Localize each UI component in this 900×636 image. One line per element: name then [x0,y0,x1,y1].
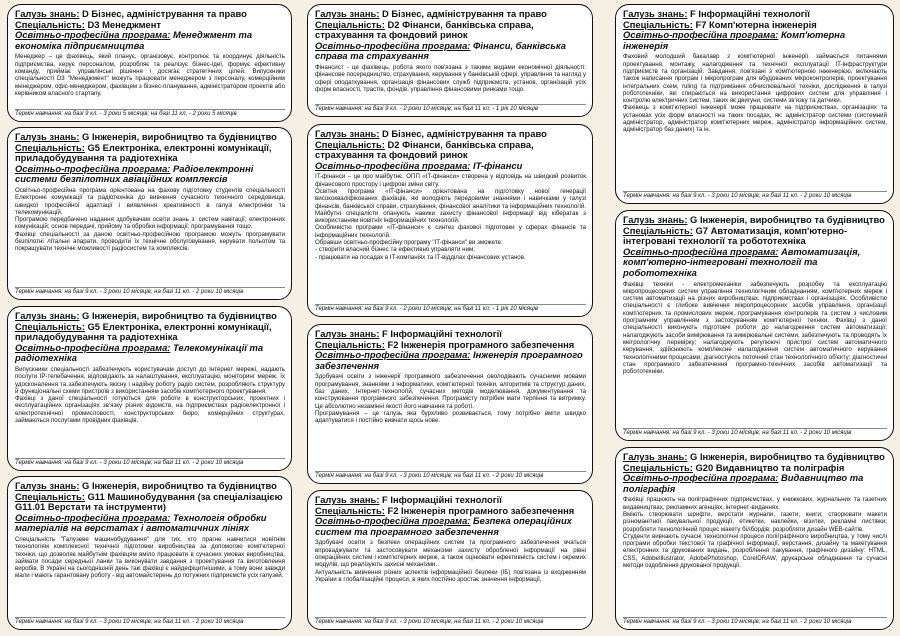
heading-value: Комп'ютерна інженерія [623,29,846,51]
heading-value: Видавництво та поліграфія [623,472,864,494]
heading-label: Спеціальність: [315,338,385,350]
educational-program [15,343,285,364]
specialty [15,143,285,164]
heading-value: D Бізнес, адміністрування та право [379,128,547,139]
card-heading [15,311,285,364]
description-paragraph: IT-фінанси – це про майбутнє. ОПП «IT-фінанси» створена у відповідь на швидкий розвиток фінансового простору і цифрові зміни світу. [315,173,586,188]
heading-label: Спеціальність: [623,224,693,236]
heading-value: D Бізнес, адміністрування та право [379,8,547,19]
educational-program [15,513,285,534]
educational-program [15,30,285,51]
heading-label: Спеціальність: [15,490,85,502]
description-paragraph: Вміють створювати шрифти, верстати журнали, газети, книги; створювати макети різноманітної пакувальної продукції, етикетки, наклейки, візитки, рекламні листівки; розробляти технологічний процес макету білбордів; розробляти дизайн WEB-сайтів. [623,510,887,533]
heading-label: Галузь знань: [623,8,688,19]
heading-label: Освітньо-професійна програма: [315,159,471,171]
card-telecom [7,306,292,471]
description-paragraph: Особливістю програми «IT-фінанси» є синтез фахової підготовки у сферах фінансів та інформаційних технологій. [315,224,586,239]
card-description [623,496,887,615]
card-description [15,53,285,107]
description-paragraph: Освітньо-професійна програма орієнтована на фахову підготовку студентів спеціальності Електронні комунікації та радіотехніка до вивчення сучасного технічного середовища, швидкої професійної адаптації і виявлення креативності в галузі електроніки та телекомунікацій. [15,186,285,216]
study-duration: Термін навчання: на базі 9 кл. - 2 роки 10 місяців; на базі 11 кл. - 1 рік 10 місяців [315,104,586,113]
heading-label: Галузь знань: [315,8,380,19]
study-duration: Термін навчання: на базі 9 кл. - 3 роки 10 місяців; на базі 11 кл. - 2 роки 10 місяців [315,471,586,480]
heading-label: Освітньо-професійна програма: [623,472,779,484]
column-right [600,0,900,636]
description-paragraph: Здобувачі освіти з безпеки операційних систем та програмного забезпечення вчаться впроваджувати та застосовувати механізми захисту обробленої інформації на рівні операційних систем і комп'ютерних мереж, а також оцінювати ефективність систем і окремих модулів, що реалізують захисні механізми. [315,539,586,569]
study-duration: Термін навчання: на базі 9 кл. - 3 роки 10 місяців; на базі 11 кл. - 2 роки 10 місяців [623,428,887,437]
heading-label: Спеціальність: [623,18,693,30]
card-heading [15,9,285,51]
heading-value: G Інженерія, виробництво та будівництво [687,214,885,225]
heading-value: G11 Машинобудування (за спеціалізацією G11.01 Верстати та інструменти) [15,490,283,513]
heading-value: Фінанси, банківська справа та страхування [315,39,566,62]
card-heading [315,495,586,537]
heading-label: Спеціальність: [15,141,85,153]
heading-value: G5 Електроніка, електронні комунікації, приладобудування та радіотехніка [15,320,272,343]
heading-label: Галузь знань: [315,328,380,339]
card-heading [623,9,887,51]
study-duration: Термін навчання: на базі 9 кл. - 3 роки 10 місяців; на базі 11 кл. - 2 роки 10 місяців [15,287,285,296]
heading-label: Спеціальність: [315,18,385,30]
description-paragraph: - працювати на посадах в IT-компаніях та IT-відділах фінансових установ. [315,253,526,261]
heading-label: Освітньо-професійна програма: [15,29,171,41]
description-paragraph: Програмування – це галузь яка бурхливо розвивається, тому потрібно вміти швидко адаптуватися і постійно вивчати щось нове. [315,409,586,425]
heading-label: Спеціальність: [315,504,385,516]
heading-label: Спеціальність: [15,320,85,332]
heading-label: Галузь знань: [315,494,380,505]
educational-program [15,164,285,185]
description-paragraph: Фахівці працюють на поліграфічних підприємствах, у книжкових, журнальних та газетних видавництвах, рекламних агенціях, інтернет-виданнях. [623,496,887,511]
card-machine-building [7,476,292,630]
card-heading [315,329,586,371]
card-heading [15,481,285,534]
educational-program [623,30,887,51]
column-middle [300,0,600,636]
heading-value: Технологія обробки матеріалів на верстатах і автоматичних лініях [15,511,267,534]
heading-value: G Інженерія, виробництво та будівництво [79,131,277,142]
description-paragraph: Обравши освітньо-професійну програму "IT-фінанси" ви зможете: [315,239,503,247]
study-duration: Термін навчання: на базі 9 кл. - 3 роки 10 місяців; на базі 11 кл. - 2 роки 10 місяців [15,617,285,626]
heading-value: Радіоелектронні системи безпілотних авіаційних комплексів [15,162,254,185]
description-paragraph: Актуальність вивчення різних аспектів інформаційної безпеки (ІБ) пов'язана із входженням України в глобалізаційні процеси, в яких постійно зростає значення інформації. [315,568,586,583]
description-paragraph: Фахівець з комп'ютерної інженерії може працювати на підприємствах, організаціях та установах усіх форм власності на таких посадах, як: адміністратор системи (системний адміністратор, адміністратор комп'ютерних мереж, адміністратор інформаційних систем, адміністратор баз даних) та ін. [623,104,887,134]
heading-value: D3 Менеджмент [84,18,162,30]
description-paragraph: Програмою передбачено надання здобувачам освіти знань з: систем навігації; електронних комунікацій; основ передачі, прийому та обробки інформації; програмування тощо. [15,216,285,231]
description-paragraph: Фахівці техніки - електромеханіки забезпечують розробку та експлуатацію мікропроцесорних систем управління технологічним обладнанням, комп'ютерних мереж і систем автоматизації на різних виробництвах, підприємствах і організаціях. Особливістю спеціальності є глибоке вивчення мікропроцесорних засобів управління, організації комп'ютерних та промислових мереж, програмування контролерів та систем з числовим програмним управлінням з застосуванням комп'ютерної техніки. Фахівці з даної спеціальності виконують підготовчі роботи до налагодження систем автоматизації; налагоджують засоби вимірювання та вимірювальні системи, забезпечують та проводять їх метрологічну перевірку; налагоджують регулюючі пристрої систем автоматичного керування; здійснюють комплексне налагодження систем автоматичного керування технологічними процесами; діагностують поточний стан технологічного об'єкту; діагностичні стан програмного забезпечення програмно-технічних засобів автоматизації та робототехніки. [623,280,887,376]
heading-value: G Інженерія, виробництво та будівництво [687,451,885,462]
study-duration: Термін навчання: на базі 9 кл. - 3 роки 10 місяців; на базі 11 кл. - 2 роки 10 місяців [315,617,586,626]
heading-value: F Інформаційні технології [379,328,502,339]
heading-label: Галузь знань: [15,310,80,321]
description-paragraph: Фахівці з даної спеціальності готуються для роботи в конструкторських, проектних і експлуатаційних організаціях зв'язку різних відомств, на підприємствах радіоелектронної і електротехнічної промисловості, конструкторських бюро, комерційних структурах, займаються послугами провідних фахівців. [15,395,285,425]
heading-label: Освітньо-професійна програма: [623,29,779,41]
heading-label: Освітньо-професійна програма: [15,162,171,174]
heading-label: Освітньо-професійна програма: [623,245,779,257]
card-description [15,536,285,615]
card-description [15,187,285,285]
educational-program [315,161,586,172]
description-paragraph: Спеціальність "Галузеве машинобудування" для тих, хто прагне навчитися новітнім технологіям комплексної технічної підготовки виробництва за допомогою комп'ютерної техніки, що дозволяє майбутнім фахівцям вміло працювати в сучасних умовах виробництва, займати посади середньої ланки та виконувати завдання з проектування та виготовлення виробів. В Україні на сьогоднішній день такі фахівці є найдефіцитнішими, а тому вони завжди мали і мають гарантовану роботу - від автомайстерень до потужних підприємств усіх галузей. [15,535,285,580]
educational-program [315,41,586,62]
card-description [315,173,586,302]
description-paragraph: Студенти вивчають сучасні технологічні процеси поліграфічного виробництва, у тому числі програми обробки текстової та графічної інформації, верстання, дизайну та макетування електронних та друкованих видань, розроблення пакування, графічного дизайну: HTML, CSS, AdobeIllustrator, AdobePhotoshop, CorelDRAW, друкарське обладнання та сучасні методи оздоблення друкованої продукції. [623,532,887,570]
card-publishing [615,447,894,630]
heading-label: Галузь знань: [315,128,380,139]
heading-label: Освітньо-професійна програма: [315,39,471,51]
heading-value: D2 Фінанси, банківська справа, страхування та фондовий ринок [315,18,534,41]
description-paragraph: Фінансист - це фахівець, робота якого пов'язана з такими видами економічної діяльності: фінансове посередництво, страхування, керування у банківській сфері, управління та нагляд у сфері оподаткування, організація фінансових служб підприємств, установ, організацій усіх форм власності, трастів, фондів, управління фінансовими ринками тощо. [315,63,586,93]
heading-value: G5 Електроніка, електронні комунікації, приладобудування та радіотехніка [15,141,272,164]
description-paragraph: Освітня програма «IT-фінанси» орієнтована на підготовку нової генерації висококваліфікованих фахівців, які володіють передовими знаннями і навичками у галузі фінансів, банківської справи, страхування, фінансової аналітики та інформаційних технологій. Майбутні спеціалісти опанують навики захисту фінансової інформації від кібератак з використанням новітніх інформаційних технологій. [315,187,586,225]
study-duration: Термін навчання: на базі 9 кл. - 3 роки 5 місяців; на базі 11 кл. - 2 роки 5 місяців [15,109,285,118]
card-description [623,281,887,426]
heading-value: D Бізнес, адміністрування та право [79,8,247,19]
heading-value: F Інформаційні технології [687,8,810,19]
heading-label: Спеціальність: [623,461,693,473]
card-description [623,53,887,189]
heading-value: F Інформаційні технології [379,494,502,505]
description-paragraph: - створити власний бізнес та ефективно управляти ним; [315,246,475,254]
heading-label: Галузь знань: [15,480,80,491]
heading-label: Освітньо-професійна програма: [315,349,471,361]
specialty [315,140,586,161]
card-description [315,64,586,102]
heading-label: Освітньо-професійна програма: [15,341,171,353]
heading-label: Галузь знань: [623,451,688,462]
column-left [0,0,300,636]
card-description [315,539,586,615]
study-duration: Термін навчання: на базі 9 кл. - 3 роки 10 місяців; на базі 11 кл. - 2 роки 10 місяців [623,617,887,626]
description-paragraph: Випускники спеціальності забезпечують користувачам доступ до Інтернет мережі, надають послуги IP-телебачення, відповідають за налаштування, експлуатацію, моніторинг мереж, їх удосконалення та забезпечують якісну і надійну роботу радіо систем, розробляють структуру й функціональні схеми пристроїв з використанням засобів комп'ютерного проектування. [15,365,285,395]
card-software-engineering [307,324,593,484]
card-heading [623,215,887,279]
educational-program [623,247,887,279]
heading-value: Менеджмент та економіка підприємництва [15,29,253,51]
card-description [15,366,285,456]
heading-value: F7 Комп'ютерна інженерія [692,18,817,30]
heading-value: Інженерія програмного забезпечення [315,349,583,371]
card-uav-electronics [7,127,292,300]
description-paragraph: Здобувачі освіти з інженерії програмного забезпечення оволодівають сучасними мовами програмування, знаннями з інформатики, комп'ютерної техніки, алгоритмів та структур даних, баз даних, Інтернет-технологій, сучасних методів моделювання, документування та конструювання програмного забезпечення. Програмісту потрібен мати терпіння та витримку. Це абсолютно незамінні якості його навчання та роботі. [315,373,586,410]
heading-value: F2 Інженерія програмного забезпечення [384,338,575,350]
card-it-finance [307,124,593,317]
educational-program [315,516,586,537]
description-paragraph: Менеджер – це фахівець, який планує, організовує, контролює та координує діяльність підприємства, керує персоналом, розробляє та реалізує бізнес-ідеї, формує ефективну команду, приймає управлінські рішення і досягає стратегічних цілей. Випускники спеціальності D3 "Менеджмент" можуть працювати менеджером з персоналу, комерційним менеджером, офіс-менеджером, фахівцем з бізнес-планування, адміністратором проектів або керівником власного стартапу. [15,53,285,97]
heading-value: F2 Інженерія програмного забезпечення [384,504,575,516]
study-duration: Термін навчання: на базі 9 кл. - 3 роки 10 місяців; на базі 11 кл. - 2 роки 10 місяців [623,191,887,200]
educational-program [315,350,586,371]
heading-value: Автоматизація, комп'ютерно-інтегровані технології та робототехніка [623,245,861,278]
specialty [315,20,586,41]
heading-label: Галузь знань: [623,214,688,225]
card-heading [15,132,285,185]
description-paragraph: Фахівці спеціальності за даною освітньо-професійною програмою можуть програмувати безпілотні літальні апарати, проводити їх технічне обслуговування, керувати польотом та покращувати технічні можливості радіосистем та комплексів. [15,230,285,253]
heading-label: Галузь знань: [15,131,80,142]
heading-value: D2 Фінанси, банківська справа, страхування та фондовий ринок [315,138,534,161]
heading-label: Спеціальність: [315,138,385,150]
heading-value: Безпека операційних систем та програмного забезпечення [315,515,572,537]
card-computer-engineering [615,4,894,204]
card-os-security [307,490,593,630]
study-duration: Термін навчання: на базі 9 кл. - 2 роки 10 місяців; на базі 11 кл. - 1 рік 10 місяців [315,304,586,313]
educational-program [623,473,887,494]
card-heading [623,452,887,494]
heading-value: G20 Видавництво та поліграфія [692,461,845,473]
card-description [315,373,586,469]
heading-label: Галузь знань: [15,8,80,19]
study-duration: Термін навчання: на базі 9 кл. - 3 роки 10 місяців; на базі 11 кл. - 2 роки 10 місяців [15,458,285,467]
card-heading [315,129,586,171]
card-heading [315,9,586,62]
heading-label: Освітньо-професійна програма: [315,515,471,527]
specialty [15,492,285,513]
description-paragraph: Фаховий молодший бакалавр з комп'ютерної інженерії займається питаннями проектування, монтажу, налагодження та технічної експлуатації IT-інфраструктури підприємств та організацій. Завдання, пов'язані з комп'ютерною інженерією, включають також написання програм і мікропрограм для вбудованих мікроконтролерів, проектування інтегральних схем, ruling та підтримання обчислювальної техніки, дослідження в галузі робототехніки, які спираються на використання цифрових систем для управління і контролю електричних систем, таких як двигуни, системи зв'язку та датчики. [623,53,887,105]
specialty [623,226,887,247]
card-management [7,4,292,122]
card-automation [615,210,894,441]
heading-value: G Інженерія, виробництво та будівництво [79,310,277,321]
heading-value: G Інженерія, виробництво та будівництво [79,480,277,491]
heading-value: Телекомунікації та радіотехніка [15,341,264,364]
heading-value: G7 Автоматизація, комп'ютерно-інтегровані технології та робототехніка [623,224,848,247]
heading-label: Освітньо-професійна програма: [15,511,171,523]
card-finance [307,4,593,117]
heading-label: Спеціальність: [15,18,85,30]
specialty [15,322,285,343]
heading-value: IT-фінанси [470,159,523,171]
